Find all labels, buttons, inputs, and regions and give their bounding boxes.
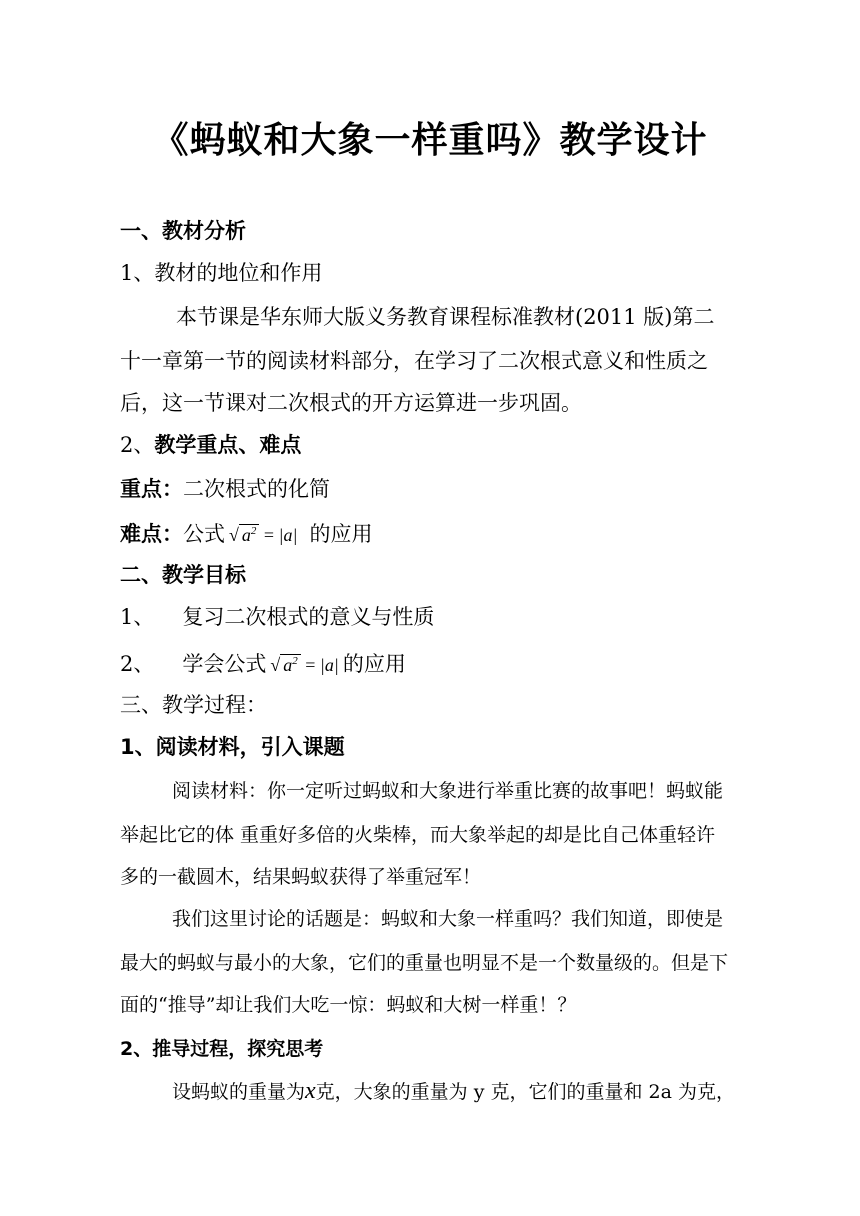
key-text: 二次根式的化简 xyxy=(183,477,330,501)
paragraph-line: 十一章第一节的阅读材料部分，在学习了二次根式意义和性质之 xyxy=(120,349,708,373)
key-point-line xyxy=(120,474,770,504)
goal-text: 复习二次根式的意义与性质 xyxy=(182,605,435,629)
goal-num: 1、 xyxy=(120,605,155,629)
subsection-num: 2、 xyxy=(120,433,155,457)
subsection-key-label: 教学重点、难点 xyxy=(154,433,302,457)
step-reading-material: 1、阅读材料，引入课题 xyxy=(120,735,345,759)
formula-radicand: $a^2$ xyxy=(239,524,260,545)
paragraph-line: 举起比它的体 重重好多倍的火柴棒，而大象举起的却是比自己体重轻许 xyxy=(120,824,716,846)
paragraph-line: 我们这里讨论的话题是：蚂蚁和大象一样重吗？我们知道，即使是 xyxy=(172,908,724,930)
section-teaching-process: 三、教学过程： xyxy=(120,693,267,717)
formula-sqrt-abs: √ $a^2 = |a|$ xyxy=(229,525,298,545)
paragraph-line: 最大的蚂蚁与最小的大象，它们的重量也明显不是一个数量级的。但是下 xyxy=(120,952,729,974)
subsection-role: 1、教材的地位和作用 xyxy=(120,261,323,285)
paragraph-line: 后，这一节课对二次根式的开方运算进一步巩固。 xyxy=(120,391,582,415)
goal-item xyxy=(120,646,770,680)
formula-radicand: $a^2$ xyxy=(280,654,301,675)
paragraph-line: 面的“推导”却让我们大吃一惊：蚂蚁和大树一样重！？ xyxy=(120,994,577,1016)
document-title: 《蚂蚁和大象一样重吗》教学设计 xyxy=(152,120,708,161)
goal-text: 学会公式 xyxy=(182,652,267,676)
paragraph-line: 阅读材料：你一定听过蚂蚁和大象进行举重比赛的故事吧！蚂蚁能 xyxy=(172,780,724,802)
difficulty-text: 公式 xyxy=(183,522,225,546)
paragraph-line: 设蚂蚁的重量为x克，大象的重量为 y 克，它们的重量和 2a 为克， xyxy=(172,1078,735,1104)
goal-num: 2、 xyxy=(120,652,155,676)
goal-item xyxy=(120,602,770,632)
section-textbook-analysis: 一、教材分析 xyxy=(120,219,246,243)
variable-x: x xyxy=(305,1078,316,1104)
paragraph-line: 本节课是华东师大版义务教育课程标准教材(2011 版)第二 xyxy=(176,305,715,329)
section-teaching-goals: 二、教学目标 xyxy=(120,563,246,587)
key-label: 重点： xyxy=(120,477,183,501)
difficulty-label: 难点： xyxy=(120,522,183,546)
goal-text-tail: 的应用 xyxy=(342,652,406,676)
step-derivation: 2、推导过程，探究思考 xyxy=(120,1038,324,1060)
subsection-key-points xyxy=(120,430,770,460)
difficulty-line xyxy=(120,516,770,550)
paragraph-line: 多的一截圆木，结果蚂蚁获得了举重冠军！ xyxy=(120,866,482,888)
difficulty-text-tail: 的应用 xyxy=(309,522,373,546)
formula-sqrt-abs: √ $a^2 = |a|$ xyxy=(270,655,339,675)
